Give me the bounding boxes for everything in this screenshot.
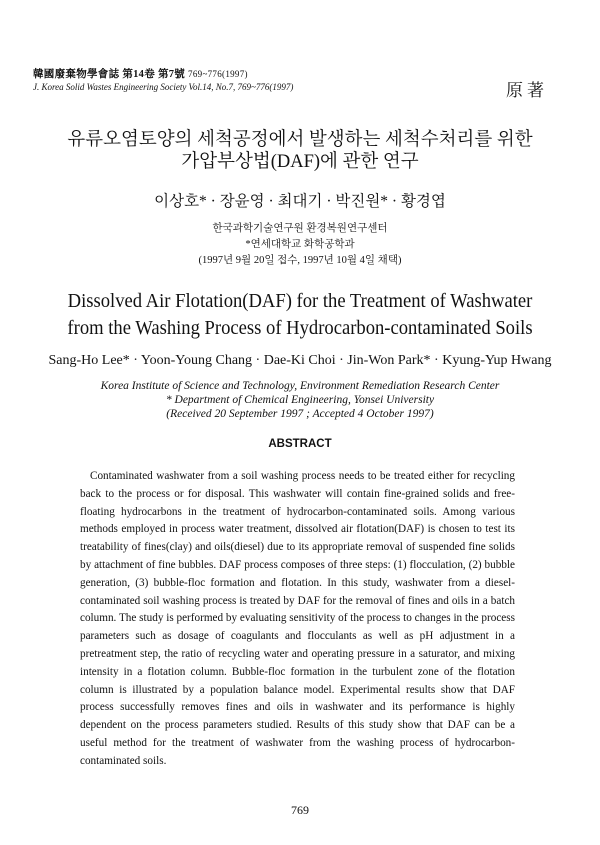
- korean-authors: 이상호* · 장윤영 · 최대기 · 박진원* · 황경엽: [154, 193, 446, 210]
- english-affiliations: [30, 379, 570, 421]
- english-affiliation-1: Korea Institute of Science and Technology, Environment Remediation Research Center: [100, 380, 500, 392]
- korean-title-line2: 가압부상법(DAF)에 관한 연구: [181, 152, 419, 172]
- journal-name-english: J. Korea Solid Wastes Engineering Society Vol.14, No.7, 769~776(1997): [33, 82, 294, 92]
- journal-name-korean-text: 韓國廢棄物學會誌 第14卷 第7號: [33, 69, 186, 80]
- abstract-heading: ABSTRACT: [268, 438, 332, 450]
- section-mark: 原著: [506, 81, 548, 100]
- korean-title-line1: 유류오염토양의 세척공정에서 발생하는 세척수처리를 위한: [67, 130, 533, 150]
- english-authors: Sang-Ho Lee* · Yoon-Young Chang · Dae-Ki Choi · Jin-Won Park* · Kyung-Yup Hwang: [48, 353, 552, 368]
- journal-name-korean: [33, 68, 473, 81]
- page-number: 769: [291, 803, 309, 817]
- korean-title: [40, 129, 560, 173]
- english-affiliation-2: * Department of Chemical Engineering, Yonsei University: [165, 394, 435, 406]
- korean-dates: (1997년 9월 20일 접수, 1997년 10월 4일 채택): [198, 255, 402, 266]
- english-title: [49, 288, 551, 342]
- english-title-line1: Dissolved Air Flotation(DAF) for the Treatment of Washwater: [67, 290, 533, 312]
- journal-header: [33, 68, 473, 93]
- english-dates: (Received 20 September 1997 ; Accepted 4 October 1997): [166, 408, 434, 420]
- journal-pages: 769~776(1997): [188, 69, 248, 79]
- korean-affiliations: [40, 221, 560, 269]
- korean-affiliation-1: 한국과학기술연구원 환경복원연구센터: [212, 223, 388, 234]
- english-title-line2: from the Washing Process of Hydrocarbon-contaminated Soils: [67, 317, 533, 339]
- korean-affiliation-2: *연세대학교 화학공학과: [245, 239, 355, 250]
- abstract-text: Contaminated washwater from a soil washing process needs to be treated either for recycling back to the process or for disposal. This washwater will contain fine-grained solids and free-floating hydrocarbons in the treatment of hydrocarbon-contaminated soils. Among various methods employed in process water treatment, dissolved air flotation(DAF) is chosen to test its treatability of fines(clay) and oils(diesel) due to its appropriate removal of suspended fine solids by attachment of fine bubbles. DAF process composes of three steps: (1) flocculation, (2) bubble generation, (3) bubble-floc formation and flotation. In this study, washwater from a diesel-contaminated soil washing process is treated by DAF for the removal of fines and oils in a batch column. The study is performed by evaluating sensitivity of the process to changes in the process parameters such as dosage of coagulants and flocculants as well as pH adjustment in a pretreatment step, the ratio of recycling water and operating pressure in a saturator, and mixing intensity in a flotation column. Bubble-floc formation in the turbulent zone of the flotation column is illustrated by a population balance model. Experimental results show that DAF process successfully removes fines and oils in washwater and its performance is highly dependent on the process parameters studied. Results of this study show that DAF can be a useful method for the treatment of washwater from the washing process of hydrocarbon-contaminated soils.: [80, 470, 515, 767]
